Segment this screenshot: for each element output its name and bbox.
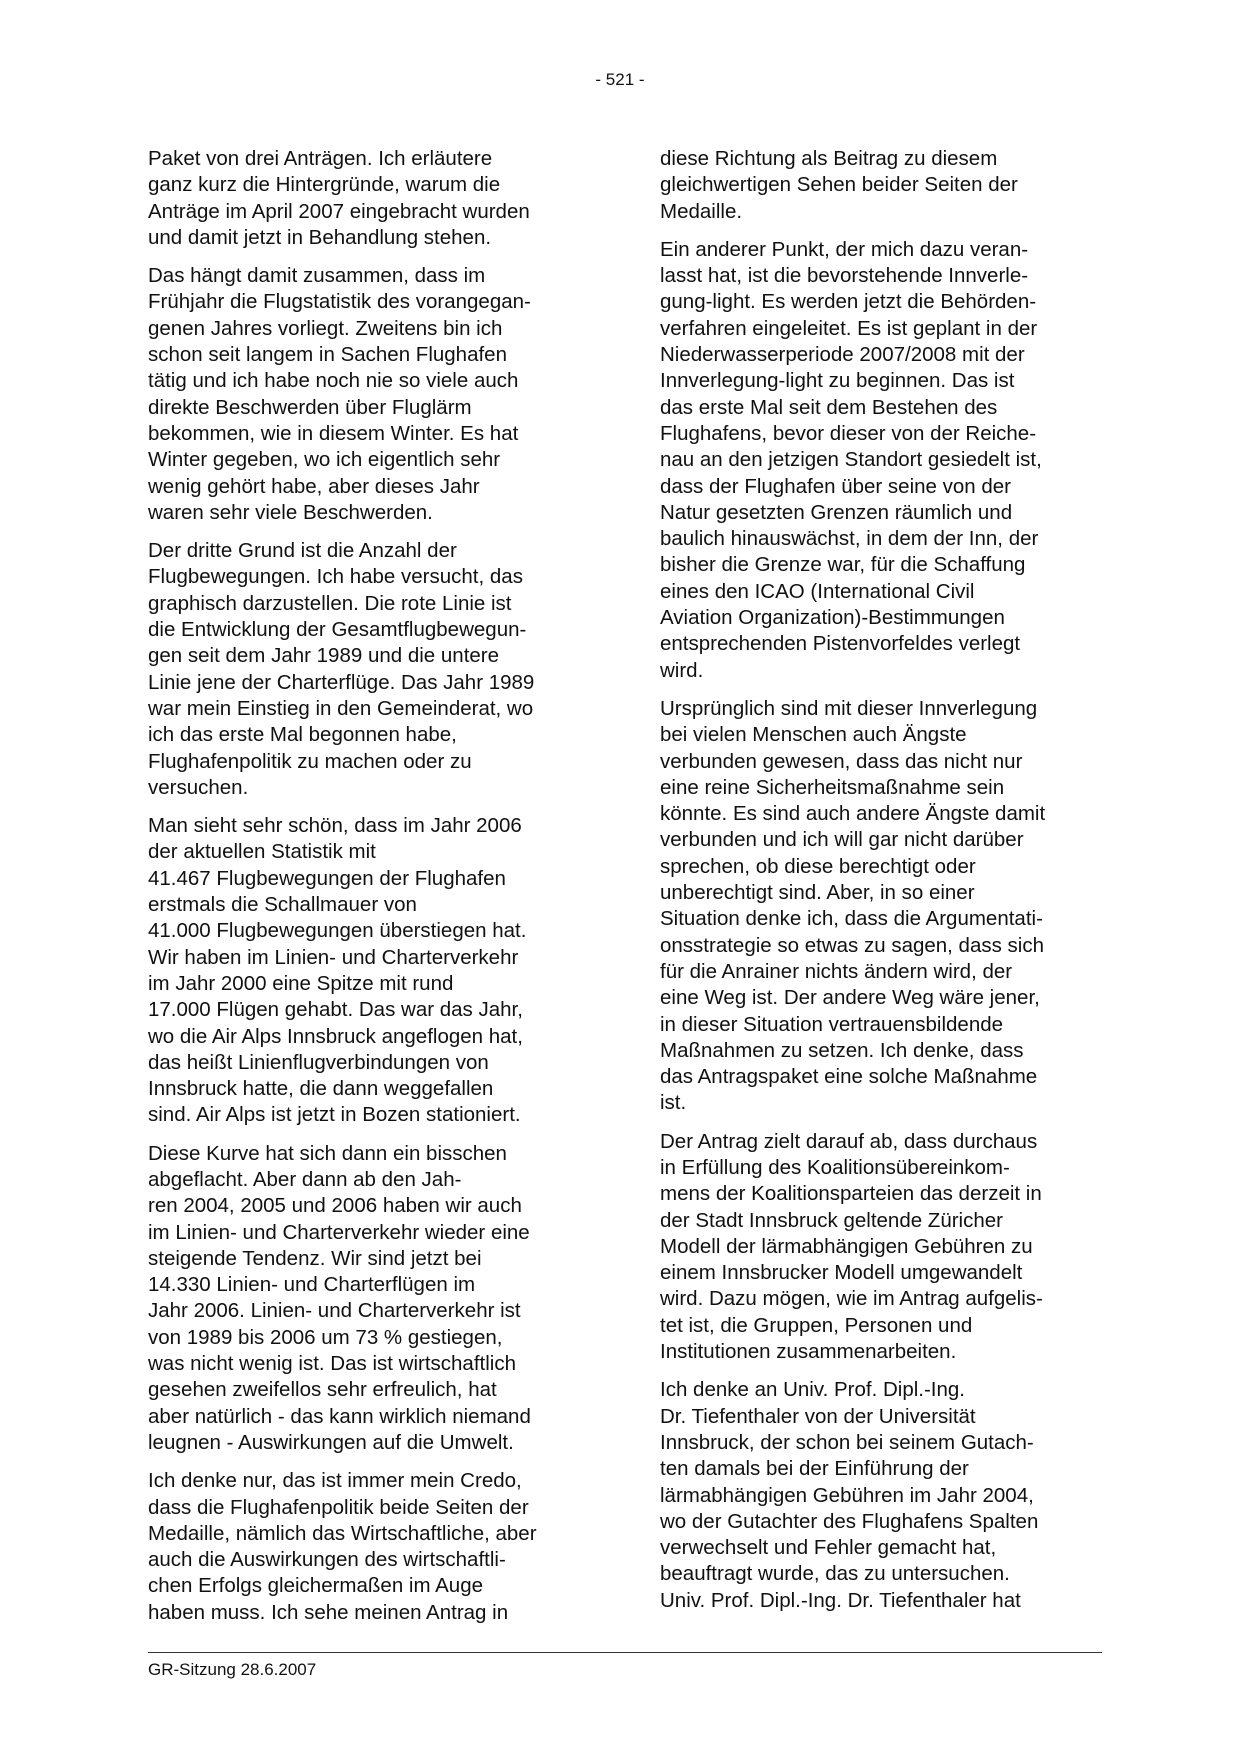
right-column <box>660 146 1100 1626</box>
footer-divider <box>148 1652 1102 1653</box>
text-line: Man sieht sehr schön, dass im Jahr 2006 <box>148 814 522 838</box>
text-line: sprechen, ob diese berechtigt oder <box>660 854 976 878</box>
text-line: wenig gehört habe, aber dieses Jahr <box>148 474 480 498</box>
text-line: ist. <box>660 1091 687 1115</box>
text-line: eine Weg ist. Der andere Weg wäre jener, <box>660 986 1040 1010</box>
paragraph <box>148 146 594 251</box>
text-line: das heißt Linienflugverbindungen von <box>148 1050 489 1074</box>
text-line: Ich denke nur, das ist immer mein Credo, <box>148 1469 522 1493</box>
text-line: im Jahr 2000 eine Spitze mit rund <box>148 971 454 995</box>
text-line: baulich hinauswächst, in dem der Inn, der <box>660 527 1039 551</box>
text-line: tätig und ich habe noch nie so viele auch <box>148 369 519 393</box>
text-line: 14.330 Linien- und Charterflügen im <box>148 1273 476 1297</box>
paragraph <box>660 146 1100 225</box>
text-line: dass die Flughafenpolitik beide Seiten der <box>148 1495 529 1519</box>
text-line: bei vielen Menschen auch Ängste <box>660 723 967 747</box>
text-line: Der dritte Grund ist die Anzahl der <box>148 539 457 563</box>
text-line: verwechselt und Fehler gemacht hat, <box>660 1536 997 1560</box>
text-line: Der Antrag zielt darauf ab, dass durchaus <box>660 1129 1038 1153</box>
paragraph <box>660 237 1100 684</box>
text-line: Das hängt damit zusammen, dass im <box>148 264 486 288</box>
text-line: und damit jetzt in Behandlung stehen. <box>148 225 492 249</box>
text-line: gen seit dem Jahr 1989 und die untere <box>148 644 500 668</box>
text-line: 41.467 Flugbewegungen der Flughafen <box>148 866 506 890</box>
text-line: mens der Koalitionsparteien das derzeit in <box>660 1182 1042 1206</box>
text-line: Jahr 2006. Linien- und Charterverkehr ist <box>148 1299 521 1323</box>
text-line: direkte Beschwerden über Fluglärm <box>148 395 472 419</box>
text-line: Flughafens, bevor dieser von der Reiche- <box>660 421 1037 445</box>
text-line: bisher die Grenze war, für die Schaffung <box>660 553 1026 577</box>
text-line: was nicht wenig ist. Das ist wirtschaftlich <box>148 1352 516 1376</box>
text-line: Institutionen zusammenarbeiten. <box>660 1340 957 1364</box>
text-line: Diese Kurve hat sich dann ein bisschen <box>148 1141 507 1165</box>
text-line: Flughafenpolitik zu machen oder zu <box>148 749 472 773</box>
text-line: das erste Mal seit dem Bestehen des <box>660 395 998 419</box>
text-line: in Erfüllung des Koalitionsübereinkom- <box>660 1155 1010 1179</box>
text-line: sind. Air Alps ist jetzt in Bozen stationiert. <box>148 1103 521 1127</box>
text-line: im Linien- und Charterverkehr wieder eine <box>148 1220 530 1244</box>
footer-session-label: GR-Sitzung 28.6.2007 <box>148 1660 317 1679</box>
paragraph <box>660 696 1100 1117</box>
text-line: graphisch darzustellen. Die rote Linie ist <box>148 591 512 615</box>
paragraph <box>660 1377 1100 1614</box>
text-line: Dr. Tiefenthaler von der Universität <box>660 1404 976 1428</box>
text-line: schon seit langem in Sachen Flughafen <box>148 343 507 367</box>
text-line: lasst hat, ist die bevorstehende Innverle- <box>660 264 1029 288</box>
text-line: ganz kurz die Hintergründe, warum die <box>148 173 501 197</box>
text-line: Niederwasserperiode 2007/2008 mit der <box>660 343 1025 367</box>
text-line: Paket von drei Anträgen. Ich erläutere <box>148 147 493 170</box>
text-line: 17.000 Flügen gehabt. Das war das Jahr, <box>148 998 523 1022</box>
text-line: Ich denke an Univ. Prof. Dipl.-Ing. <box>660 1378 965 1402</box>
text-line: auch die Auswirkungen des wirtschaftli- <box>148 1548 506 1572</box>
paragraph <box>148 263 594 526</box>
text-line: Aviation Organization)-Bestimmungen <box>660 606 1005 630</box>
text-line: onsstrategie so etwas zu sagen, dass sich <box>660 933 1045 957</box>
text-line: war mein Einstieg in den Gemeinderat, wo <box>148 696 534 720</box>
text-line: Frühjahr die Flugstatistik des vorangegan- <box>148 290 531 314</box>
text-line: gung-light. Es werden jetzt die Behörden- <box>660 290 1037 314</box>
text-line: die Entwicklung der Gesamtflugbewegun- <box>148 618 527 642</box>
text-line: Winter gegeben, wo ich eigentlich sehr <box>148 448 501 472</box>
text-line: unberechtigt sind. Aber, in so einer <box>660 881 975 905</box>
text-line: diese Richtung als Beitrag zu diesem <box>660 147 998 170</box>
text-line: Innsbruck, der schon bei seinem Gutach- <box>660 1430 1034 1454</box>
text-line: versuchen. <box>148 775 249 799</box>
text-line: in dieser Situation vertrauensbildende <box>660 1012 1004 1036</box>
page-number: - 521 - <box>595 70 645 89</box>
text-line: Innverlegung-light zu beginnen. Das ist <box>660 369 1015 393</box>
left-column <box>148 146 594 1638</box>
text-line: nau an den jetzigen Standort gesiedelt ist, <box>660 448 1042 472</box>
text-line: 41.000 Flugbewegungen überstiegen hat. <box>148 919 527 943</box>
text-line: verbunden gewesen, dass das nicht nur <box>660 749 1023 773</box>
text-line: lärmabhängigen Gebühren im Jahr 2004, <box>660 1483 1034 1507</box>
text-line: Medaille. <box>660 199 743 223</box>
text-line: gleichwertigen Sehen beider Seiten der <box>660 173 1018 197</box>
text-line: waren sehr viele Beschwerden. <box>148 500 433 524</box>
text-line: Maßnahmen zu setzen. Ich denke, dass <box>660 1038 1024 1062</box>
paragraph <box>660 1129 1100 1366</box>
text-line: Modell der lärmabhängigen Gebühren zu <box>660 1234 1033 1258</box>
text-line: Univ. Prof. Dipl.-Ing. Dr. Tiefenthaler hat <box>660 1588 1021 1612</box>
text-line: eines den ICAO (International Civil <box>660 579 975 603</box>
text-line: dass der Flughafen über seine von der <box>660 474 1012 498</box>
text-line: das Antragspaket eine solche Maßnahme <box>660 1065 1038 1089</box>
text-line: Ursprünglich sind mit dieser Innverlegung <box>660 696 1038 720</box>
text-line: erstmals die Schallmauer von <box>148 893 417 917</box>
text-line: Anträge im April 2007 eingebracht wurden <box>148 199 530 223</box>
text-line: bekommen, wie in diesem Winter. Es hat <box>148 421 519 445</box>
text-line: leugnen - Auswirkungen auf die Umwelt. <box>148 1430 514 1454</box>
text-line: gesehen zweifellos sehr erfreulich, hat <box>148 1378 497 1402</box>
text-line: wo der Gutachter des Flughafens Spalten <box>660 1509 1039 1533</box>
text-line: für die Anrainer nichts ändern wird, der <box>660 959 1013 983</box>
text-line: haben muss. Ich sehe meinen Antrag in <box>148 1600 509 1624</box>
text-line: ren 2004, 2005 und 2006 haben wir auch <box>148 1194 522 1218</box>
paragraph <box>148 1141 594 1457</box>
text-line: von 1989 bis 2006 um 73 % gestiegen, <box>148 1325 503 1349</box>
text-line: ten damals bei der Einführung der <box>660 1457 969 1481</box>
text-line: eine reine Sicherheitsmaßnahme sein <box>660 775 1005 799</box>
text-line: könnte. Es sind auch andere Ängste damit <box>660 802 1046 826</box>
text-line: entsprechenden Pistenvorfeldes verlegt <box>660 632 1021 656</box>
text-line: chen Erfolgs gleichermaßen im Auge <box>148 1574 484 1598</box>
text-line: Situation denke ich, dass die Argumentati- <box>660 907 1043 931</box>
text-line: Natur gesetzten Grenzen räumlich und <box>660 500 1013 524</box>
text-line: der aktuellen Statistik mit <box>148 840 376 864</box>
text-line: wird. <box>660 658 704 682</box>
text-line: Innsbruck hatte, die dann weggefallen <box>148 1077 494 1101</box>
paragraph <box>148 1468 594 1626</box>
text-line: Linie jene der Charterflüge. Das Jahr 1989 <box>148 670 535 694</box>
text-line: verfahren eingeleitet. Es ist geplant in der <box>660 316 1038 340</box>
paragraph <box>148 538 594 801</box>
text-line: verbunden und ich will gar nicht darüber <box>660 828 1024 852</box>
text-line: beauftragt wurde, das zu untersuchen. <box>660 1562 1010 1586</box>
text-line: Flugbewegungen. Ich habe versucht, das <box>148 565 523 589</box>
text-line: der Stadt Innsbruck geltende Züricher <box>660 1208 1003 1232</box>
text-line: wird. Dazu mögen, wie im Antrag aufgelis- <box>660 1287 1043 1311</box>
text-line: Medaille, nämlich das Wirtschaftliche, aber <box>148 1521 537 1545</box>
text-line: tet ist, die Gruppen, Personen und <box>660 1313 973 1337</box>
text-line: einem Innsbrucker Modell umgewandelt <box>660 1261 1023 1285</box>
paragraph <box>148 813 594 1129</box>
text-line: wo die Air Alps Innsbruck angeflogen hat, <box>148 1024 523 1048</box>
text-line: steigende Tendenz. Wir sind jetzt bei <box>148 1246 482 1270</box>
text-line: Ein anderer Punkt, der mich dazu veran- <box>660 237 1029 261</box>
text-line: aber natürlich - das kann wirklich niemand <box>148 1404 531 1428</box>
text-line: genen Jahres vorliegt. Zweitens bin ich <box>148 316 503 340</box>
text-line: Wir haben im Linien- und Charterverkehr <box>148 945 519 969</box>
text-line: abgeflacht. Aber dann ab den Jah- <box>148 1167 462 1191</box>
text-line: ich das erste Mal begonnen habe, <box>148 723 457 747</box>
